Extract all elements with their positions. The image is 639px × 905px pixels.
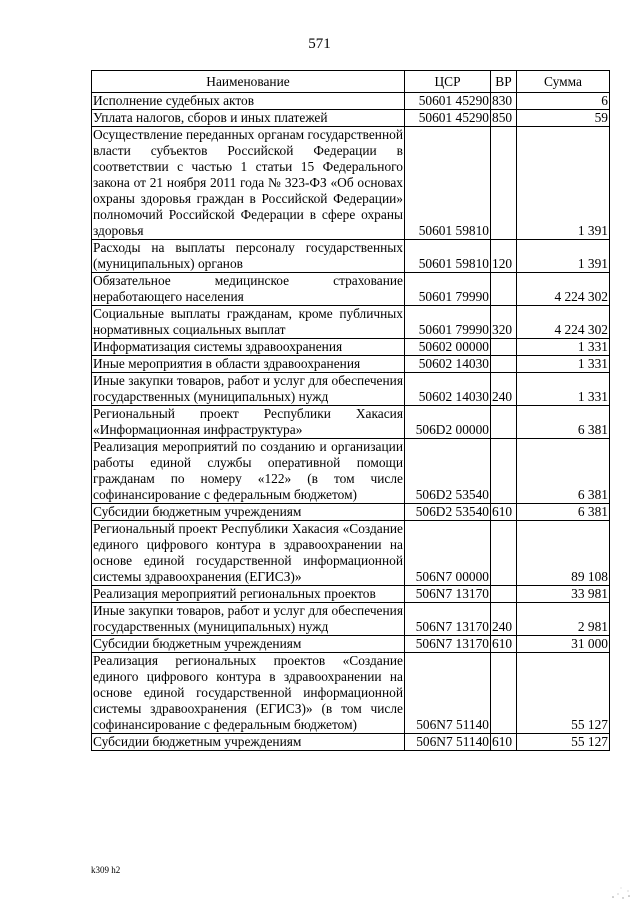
row-vr: 830 [491, 93, 517, 110]
row-name: Региональный проект Республики Хакасия «Информационная инфраструктура» [93, 406, 403, 437]
table-row [92, 306, 610, 339]
row-vr [491, 586, 517, 603]
row-vr: 850 [491, 110, 517, 127]
row-sum: 4 224 302 [517, 273, 610, 306]
table-row [92, 240, 610, 273]
row-csr: 506N7 00000 [405, 521, 491, 586]
row-sum: 4 224 302 [517, 306, 610, 339]
footer-code: k309 h2 [91, 865, 121, 875]
budget-table [91, 70, 610, 751]
row-vr: 240 [491, 373, 517, 406]
row-csr: 506D2 00000 [405, 406, 491, 439]
row-vr: 320 [491, 306, 517, 339]
row-name: Субсидии бюджетным учреждениям [92, 734, 405, 751]
table-row [92, 521, 610, 586]
row-name: Социальные выплаты гражданам, кроме публичных нормативных социальных выплат [93, 306, 403, 337]
row-csr: 506N7 51140 [405, 734, 491, 751]
table-row [92, 734, 610, 751]
row-sum: 1 391 [517, 240, 610, 273]
table-row [92, 653, 610, 734]
header-name: Наименование [92, 71, 405, 93]
row-sum: 55 127 [517, 734, 610, 751]
row-vr: 610 [491, 636, 517, 653]
row-sum: 2 981 [517, 603, 610, 636]
row-csr: 50601 79990 [405, 273, 491, 306]
row-csr: 506N7 51140 [405, 653, 491, 734]
row-csr: 50601 59810 [405, 127, 491, 240]
row-vr: 610 [491, 734, 517, 751]
row-name: Информатизация системы здравоохранения [92, 339, 405, 356]
table-row [92, 439, 610, 504]
row-sum: 59 [517, 110, 610, 127]
row-name: Иные мероприятия в области здравоохранения [92, 356, 405, 373]
row-vr [491, 521, 517, 586]
row-vr [491, 406, 517, 439]
table-row [92, 93, 610, 110]
row-name: Иные закупки товаров, работ и услуг для обеспечения государственных (муниципальных) нужд [93, 603, 403, 634]
row-vr: 610 [491, 504, 517, 521]
table-row [92, 373, 610, 406]
row-name: Реализация мероприятий региональных проектов [92, 586, 405, 603]
row-csr: 50601 79990 [405, 306, 491, 339]
row-csr: 506D2 53540 [405, 439, 491, 504]
row-name: Осуществление переданных органам государственной власти субъектов Российской Федерации в соответствии с частью 1 статьи 15 Федерального закона от 21 ноября 2011 года № 323-ФЗ «Об основах охраны здоровья граждан в Российской Федерации» полномочий Российской Федерации в сфере охраны здоровья [93, 127, 403, 238]
row-csr: 50601 45290 [405, 110, 491, 127]
row-vr [491, 127, 517, 240]
row-sum: 33 981 [517, 586, 610, 603]
row-csr: 50602 00000 [405, 339, 491, 356]
row-csr: 506N7 13170 [405, 636, 491, 653]
table-row [92, 406, 610, 439]
row-name: Расходы на выплаты персоналу государственных (муниципальных) органов [93, 240, 403, 271]
row-sum: 6 381 [517, 439, 610, 504]
row-vr: 120 [491, 240, 517, 273]
row-name: Уплата налогов, сборов и иных платежей [92, 110, 405, 127]
row-name: Иные закупки товаров, работ и услуг для обеспечения государственных (муниципальных) нужд [93, 373, 403, 404]
row-sum: 31 000 [517, 636, 610, 653]
header-row [92, 71, 610, 93]
header-sum: Сумма [517, 71, 610, 93]
table-row [92, 127, 610, 240]
row-csr: 506N7 13170 [405, 586, 491, 603]
row-name: Субсидии бюджетным учреждениям [92, 636, 405, 653]
row-vr: 240 [491, 603, 517, 636]
row-csr: 50601 45290 [405, 93, 491, 110]
row-vr [491, 356, 517, 373]
page-number: 571 [308, 36, 331, 52]
row-csr: 506D2 53540 [405, 504, 491, 521]
row-sum: 55 127 [517, 653, 610, 734]
row-csr: 506N7 13170 [405, 603, 491, 636]
row-sum: 1 331 [517, 373, 610, 406]
row-name: Исполнение судебных актов [92, 93, 405, 110]
table-row [92, 273, 610, 306]
row-sum: 6 381 [517, 406, 610, 439]
row-csr: 50601 59810 [405, 240, 491, 273]
table-row [92, 356, 610, 373]
row-vr [491, 653, 517, 734]
row-sum: 1 391 [517, 127, 610, 240]
table-row [92, 339, 610, 356]
row-name: Реализация региональных проектов «Создание единого цифрового контура в здравоохранении на основе единой государственной информационной системы здравоохранения (ЕГИСЗ)» (в том числе софинансирование с федеральным бюджетом) [93, 653, 403, 732]
header-vr: ВР [491, 71, 517, 93]
table-row [92, 636, 610, 653]
table-row [92, 586, 610, 603]
row-vr [491, 273, 517, 306]
header-csr: ЦСР [405, 71, 491, 93]
row-sum: 6 381 [517, 504, 610, 521]
row-name: Региональный проект Республики Хакасия «Создание единого цифрового контура в здравоохранении на основе единой государственной информационной системы здравоохранения (ЕГИСЗ)» [93, 521, 403, 584]
row-sum: 1 331 [517, 339, 610, 356]
row-name: Обязательное медицинское страхование неработающего населения [93, 273, 403, 304]
table-row [92, 110, 610, 127]
row-csr: 50602 14030 [405, 373, 491, 406]
row-vr [491, 439, 517, 504]
row-sum: 89 108 [517, 521, 610, 586]
row-name: Субсидии бюджетным учреждениям [92, 504, 405, 521]
table-row [92, 603, 610, 636]
row-csr: 50602 14030 [405, 356, 491, 373]
scan-speckle-icon [609, 879, 633, 901]
row-vr [491, 339, 517, 356]
row-sum: 1 331 [517, 356, 610, 373]
row-name: Реализация мероприятий по созданию и организации работы единой службы оперативной помощи гражданам по номеру «122» (в том числе софинансирование с федеральным бюджетом) [93, 439, 403, 502]
row-sum: 6 [517, 93, 610, 110]
table-row [92, 504, 610, 521]
